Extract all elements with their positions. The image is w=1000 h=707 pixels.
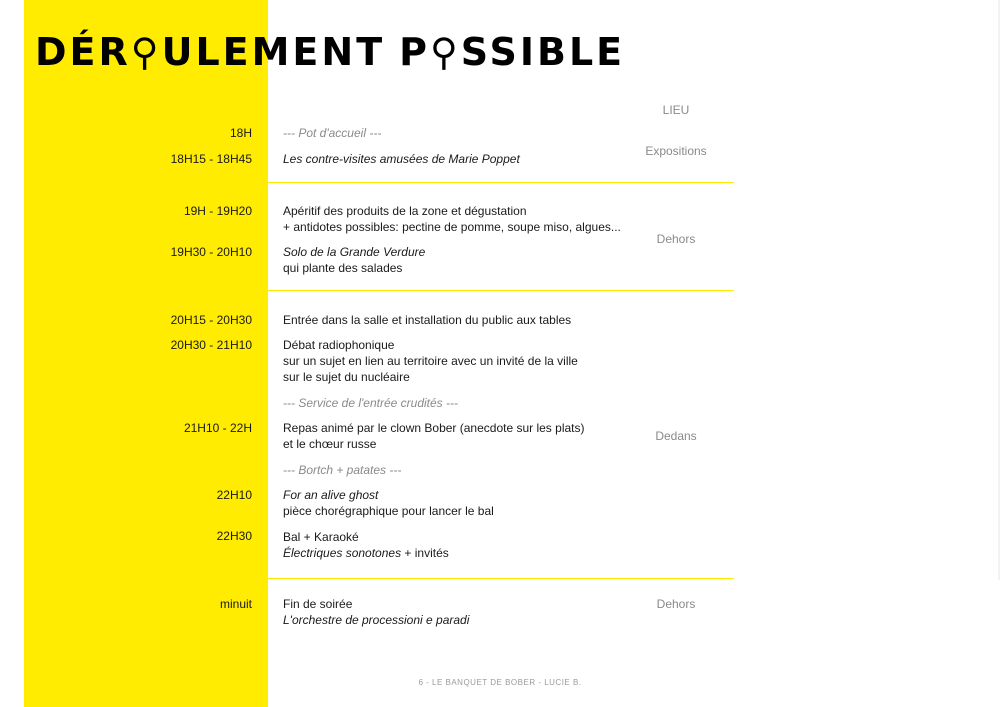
event-text: Solo de la Grande Verdure [283, 245, 426, 259]
event-text: Bal + Karaoké [283, 530, 359, 544]
event-text: Débat radiophonique [283, 338, 395, 352]
time-label: 18H [229, 126, 252, 140]
event-text: For an alive ghost [283, 488, 379, 502]
page-title [35, 30, 631, 74]
location-label: Dehors [656, 597, 696, 611]
section-divider [24, 182, 734, 183]
location-label: Dehors [656, 232, 696, 246]
event-text: Fin de soirée [283, 597, 353, 611]
location-label: Expositions [645, 144, 707, 158]
event-text [283, 545, 449, 561]
event-interlude: --- Service de l'entrée crudités --- [283, 396, 459, 410]
event-text: Repas animé par le clown Bober (anecdote sur les plats) [283, 421, 585, 435]
time-label: 22H10 [216, 488, 252, 502]
time-label: 20H30 - 21H10 [170, 338, 252, 352]
time-label: 19H30 - 20H10 [170, 245, 252, 259]
page-footer: 6 - LE BANQUET DE BOBER - LUCIE B. [418, 678, 582, 687]
title-word-1: DÉR⚲ULEMENT [35, 30, 386, 74]
time-label: 20H15 - 20H30 [170, 313, 252, 327]
event-text: Entrée dans la salle et installation du public aux tables [283, 313, 572, 327]
band-name: Électriques sonotones [283, 546, 402, 560]
time-label: 21H10 - 22H [183, 421, 252, 435]
section-divider [24, 578, 734, 579]
time-label: 18H15 - 18H45 [170, 152, 252, 166]
band-guests: + invités [401, 546, 449, 560]
event-text: Apéritif des produits de la zone et dégustation [283, 204, 527, 218]
location-label: Dedans [655, 429, 697, 443]
event-text: + antidotes possibles: pectine de pomme, soupe miso, algues... [283, 220, 621, 234]
section-divider [24, 290, 734, 291]
time-label: minuit [219, 597, 252, 611]
event-text: pièce chorégraphique pour lancer le bal [283, 504, 494, 518]
event-text: L'orchestre de processioni e paradi [283, 613, 470, 627]
event-text: sur le sujet du nucléaire [283, 370, 410, 384]
event-text: sur un sujet en lien au territoire avec un invité de la ville [283, 354, 578, 368]
event-interlude: --- Bortch + patates --- [283, 463, 402, 477]
event-text: et le chœur russe [283, 437, 377, 451]
event-interlude: --- Pot d'accueil --- [283, 126, 382, 140]
event-text: Les contre-visites amusées de Marie Poppet [283, 152, 520, 166]
location-header: LIEU [662, 103, 690, 117]
time-label: 22H30 [216, 529, 252, 543]
title-word-2: P⚲SSIBLE [393, 30, 631, 74]
event-text: qui plante des salades [283, 261, 403, 275]
time-label: 19H - 19H20 [183, 204, 252, 218]
